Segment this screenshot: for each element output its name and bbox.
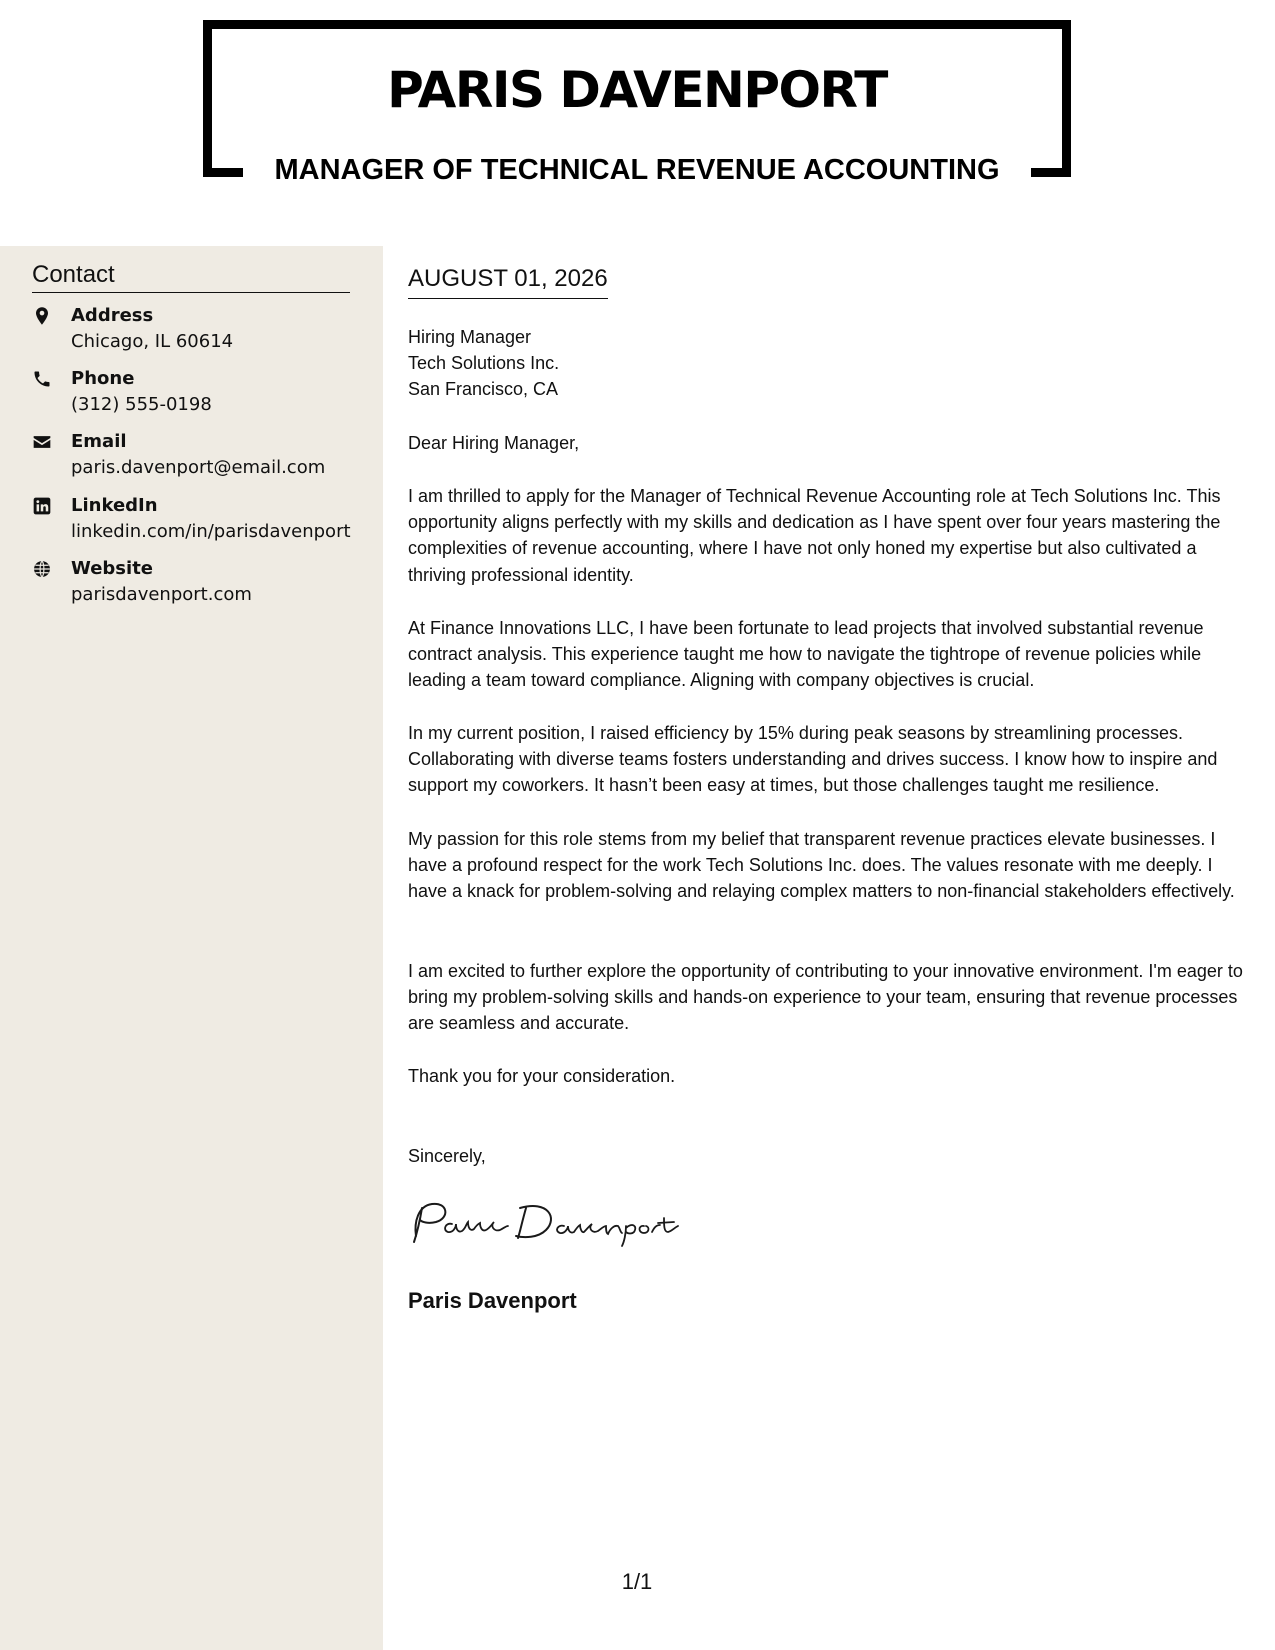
contact-website — [32, 557, 372, 611]
contact-label-phone: Phone — [71, 368, 135, 389]
contact-label-linkedin: LinkedIn — [71, 495, 158, 516]
contact-email — [32, 430, 372, 484]
location-pin-icon — [32, 306, 56, 330]
contact-value-linkedin: linkedin.com/in/parisdavenport — [71, 521, 351, 542]
applicant-name: PARIS DAVENPORT — [387, 61, 887, 119]
contact-value-website: parisdavenport.com — [71, 584, 252, 605]
sign-off: Sincerely, — [408, 1146, 486, 1166]
header-frame-top — [203, 20, 1071, 29]
contact-address — [32, 304, 372, 358]
closing-thanks: Thank you for your consideration. — [408, 1066, 676, 1086]
phone-icon — [32, 369, 56, 393]
contact-value-email: paris.davenport@email.com — [71, 457, 326, 478]
contact-phone — [32, 367, 372, 421]
contact-linkedin — [32, 494, 372, 548]
recipient-block — [408, 324, 559, 402]
contact-sidebar — [0, 246, 383, 1650]
signer-name: Paris Davenport — [408, 1288, 577, 1313]
job-title: MANAGER OF TECHNICAL REVENUE ACCOUNTING — [243, 152, 1031, 188]
body-paragraph: My passion for this role stems from my belief that transparent revenue practices elevate businesses. I have a profound respect for the work Tech Solutions Inc. does. The values resonate with me deeply. I have a knack for problem-solving and relaying complex matters to non-financial stakeholders effectively. — [408, 829, 1235, 902]
body-paragraph: I am thrilled to apply for the Manager of Technical Revenue Accounting role at Tech Solutions Inc. This opportunity aligns perfectly with my skills and dedication as I have spent over four years mastering the complexities of revenue accounting, where I have not only honed my expertise but also cultivated a thriving professional identity. — [408, 486, 1221, 585]
contact-value-address: Chicago, IL 60614 — [71, 331, 234, 352]
header-frame-bottom-left — [203, 168, 243, 177]
globe-icon — [32, 559, 56, 583]
recipient-line: San Francisco, CA — [408, 379, 559, 399]
body-paragraph: At Finance Innovations LLC, I have been fortunate to lead projects that involved substantial revenue contract analysis. This experience taught me how to navigate the tightrope of revenue policies while leading a team toward compliance. Aligning with company objectives is crucial. — [408, 618, 1204, 691]
body-paragraph: In my current position, I raised efficiency by 15% during peak seasons by streamlining processes. Collaborating with diverse teams fosters understanding and drives success. I know how to inspire and support my coworkers. It hasn’t been easy at times, but those challenges taught me resilience. — [408, 723, 1218, 796]
contact-value-phone: (312) 555-0198 — [71, 394, 212, 415]
recipient-line: Tech Solutions Inc. — [408, 353, 560, 373]
envelope-icon — [32, 432, 56, 456]
page-number: 1/1 — [621, 1569, 653, 1594]
linkedin-icon — [32, 496, 56, 520]
header-frame-left — [203, 20, 212, 177]
body-paragraph: I am excited to further explore the opportunity of contributing to your innovative environment. I'm eager to bring my problem-solving skills and hands-on experience to your team, ensuring that revenue processes are seamless and accurate. — [408, 961, 1243, 1034]
contact-label-address: Address — [71, 305, 154, 326]
header-frame-bottom-right — [1031, 168, 1071, 177]
letter-date: AUGUST 01, 2026 — [408, 264, 608, 299]
salutation: Dear Hiring Manager, — [408, 433, 580, 453]
contact-heading: Contact — [32, 260, 350, 293]
handwritten-signature — [408, 1196, 688, 1248]
contact-label-email: Email — [71, 431, 127, 452]
contact-label-website: Website — [71, 558, 154, 579]
recipient-line: Hiring Manager — [408, 327, 532, 347]
letter-header — [0, 0, 1275, 246]
header-frame-right — [1062, 20, 1071, 177]
